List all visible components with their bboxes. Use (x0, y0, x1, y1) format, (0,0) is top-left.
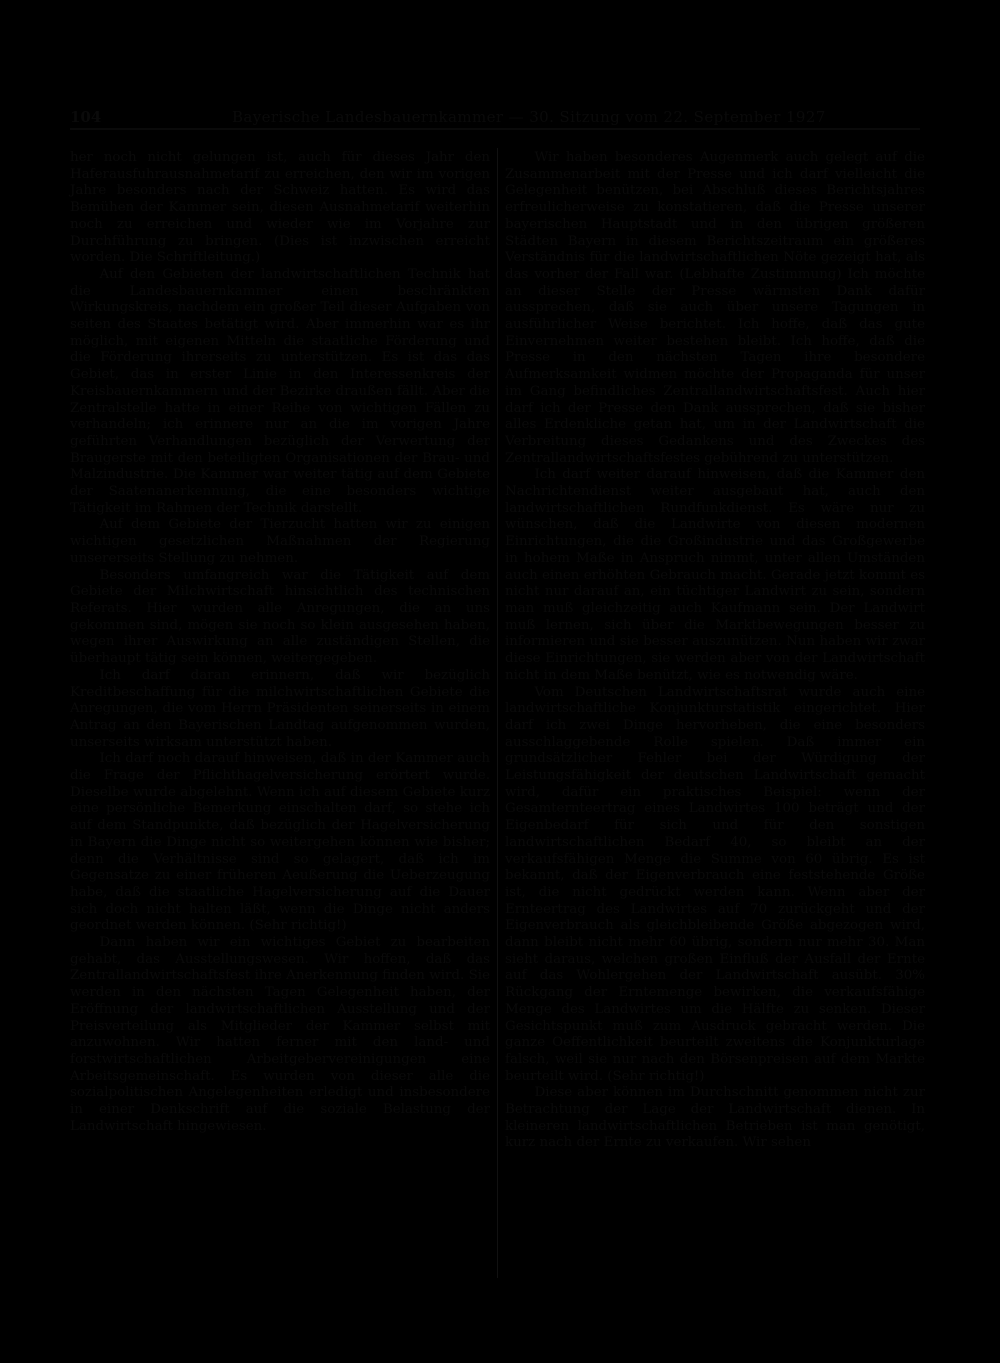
page-number: 104 (70, 108, 102, 126)
paragraph: Diese aber können im Durchschnitt genommen nicht zur Betrachtung der Lage der Landwirtschaft dienen. In kleineren landwirtschaftlichen Betrieben ist man genötigt, kurz nach der Ernte zu verkaufen. Wir sehen (505, 1085, 925, 1151)
paragraph: Dann haben wir ein wichtiges Gebiet zu bearbeiten gehabt, das Ausstellungswesen. Wir hoffen, daß das Zentrallandwirtschaftsfest ihre Anerkennung finden wird. Sie werden in den nächsten Tagen Gelegenheit haben, der Eröffnung der landwirtschaftlichen Ausstellung und der Preisverteilung als Mitglieder der Kammer selbst mit anzuwohnen. Wir hatten ferner mit den land- und forstwirtschaftlichen Arbeitgebervereinigungen eine Arbeitsgemeinschaft. Es wurden von dieser alle die sozialpolitischen Angelegenheiten erledigt und insbesondere in einer Denkschrift auf die soziale Belastung der Landwirtschaft hingewiesen. (70, 935, 490, 1134)
header-rule (70, 128, 920, 130)
paragraph: Wir haben besonderes Augenmerk auch gelegt auf die Zusammenarbeit mit der Presse und ich darf vielleicht die Gelegenheit benützen, bei Abschluß dieses Berichtsjahres erfreulicherweise zu konstatieren, daß die Presse unserer bayerischen Hauptstadt und in den übrigen größeren Städten Bayern in diesem Berichtszeitraum ein größeres Verständnis für die landwirtschaftlichen Nöte gezeigt hat, als das vorher der Fall war. (Lebhafte Zustimmung) Ich möchte an dieser Stelle der Presse wärmsten Dank dafür aussprechen, daß sie auch über unsere Tagungen in ausführlicher Weise berichtet. Ich hoffe, daß das gute Einvernehmen weiter bestehen bleibt. Ich hoffe, daß die Presse in den nächsten Tagen ihre besondere Aufmerksamkeit widmen möchte der Propaganda für unser im Gang befindliches Zentrallandwirtschaftsfest. Auch hier darf ich der Presse den Dank aussprechen, daß sie bisher alles Erdenkliche getan hat, um in der Landwirtschaft die Verbreitung dieses Gedankens und des Zweckes des Zentrallandwirtschaftsfestes gebührend zu unterstützen. (505, 150, 925, 466)
column-divider (497, 148, 498, 1278)
left-column (70, 150, 490, 1135)
page-header (70, 108, 920, 130)
paragraph: Auf den Gebieten der landwirtschaftlichen Technik hat die Landesbauernkammer einen beschränkten Wirkungskreis, nachdem ein großer Teil dieser Aufgaben von seiten des Staates betätigt wird. Aber immerhin war es ihr möglich, mit eigenen Mitteln die staatliche Förderung und die Förderung ihrerseits zu unterstützen. Es ist das das Gebiet, das in erster Linie in den Interessenkreis der Kreisbauernkammern und der Bezirke draußen fällt. Aber die Zentralstelle hatte in einer Reihe von wichtigen Fällen zu verhandeln; ich erinnere nur an die im vorigen Jahre geführten Verhandlungen bezüglich der Verwertung der Braugerste mit den beteiligten Organisationen der Brau- und Malzindustrie. Die Kammer war weiter tätig auf dem Gebiete der Saatenanerkennung, die eine besonders wichtige Tätigkeit im Rahmen der Technik darstellt. (70, 266, 490, 516)
right-column (505, 150, 925, 1152)
paragraph: Auf dem Gebiete der Tierzucht hatten wir zu einigen wichtigen gesetzlichen Maßnahmen der Regierung unsererseits Stellung zu nehmen. (70, 517, 490, 566)
paragraph: Vom Deutschen Landwirtschaftsrat wurde auch eine landwirtschaftliche Konjunkturstatistik eingerichtet. Hier darf ich zwei Dinge hervorheben, die eine besonders ausschlaggebende Rolle spielen. Daß immer ein grundsätzlicher Fehler bei der Würdigung der Leistungsfähigkeit der deutschen Landwirtschaft gemacht wird, dafür ein praktisches Beispiel: wenn der Gesamterntеertrag eines Landwirtes 100 beträgt und der Eigenbedarf für sich und für den sonstigen landwirtschaftlichen Bedarf 40, so bleibt an der verkaufsfähigen Menge die Summe von 60 übrig. Es ist bekannt, daß der Eigenverbrauch eine feststehende Größe ist, die nicht gedrückt werden kann. Wenn aber der Ernteertrag des Landwirtes auf 70 zurückgeht und der Eigenverbrauch als gleichbleibende Größe abgezogen wird, dann bleibt nicht mehr 60 übrig, sondern nur mehr 30. Man sieht daraus, welchen großen Einfluß der Ausfall der Ernte auf das Wohlergehen der Landwirtschaft ausübt. 30% Rückgang der Erntemenge bewirken, die verkaufsfähige Menge des Landwirtes um die Hälfte zu senken. Dieser Gesichtspunkt muß zum Ausdruck gebracht werden. Die ganze Oeffentlichkeit beurteilt zweitens die Konjunkturlage falsch, weil sie nur nach den Börsenpreisen auf dem Markte beurteilt wird. (Sehr richtig!) (505, 684, 925, 1084)
paragraph: Besonders umfangreich war die Tätigkeit auf dem Gebiete der Milchwirtschaft hinsichtlich des technischen Referats. Hier wurden alle Anregungen, die an uns gekommen sind, mögen sie noch so klein ausgesehen haben, wegen ihrer Auswirkung an alle zuständigen Stellen, die überhaupt tätig sein können, weitergegeben. (70, 567, 490, 667)
paragraph: Ich darf noch darauf hinweisen, daß in der Kammer auch die Frage der Pflichthagelversicherung erörtert wurde. Dieselbe wurde abgelehnt. Wenn ich auf diesem Gebiete kurz eine persönliche Bemerkung einschalten darf, so stehe ich auf dem Standpunkte, daß bezüglich der Hagelversicherung in Bayern die Dinge nicht so weitergehen können wie bisher; denn die Verhältnisse sind so gelagert, daß ich im Gegensatze zu einer früheren Aeußerung die Ueberzeugung habe, daß die staatliche Hagelversicherung auf die Dauer sich doch nicht halten läßt, wenn die Dinge nicht anders geordnet werden können. (Sehr richtig!) (70, 751, 490, 934)
paragraph: her noch nicht gelungen ist, auch für dieses Jahr den Haferausfuhrausnahmetarif zu erreichen, den wir im vorigen Jahre besonders nach der Schweiz hatten. Es wird das Bemühen der Kammer sein, diesen Ausnahmetarif weiterhin noch zu erreichen und wieder wie im Vorjahre zur Durchführung zu bringen. (Dies ist inzwischen erreicht worden. Die Schriftleitung.) (70, 150, 490, 266)
running-head: Bayerische Landesbauernkammer — 30. Sitzung vom 22. September 1927 (232, 108, 826, 126)
paragraph: Ich darf weiter darauf hinweisen, daß die Kammer den Nachrichtendienst weiter ausgebaut hat, auch den landwirtschaftlichen Rundfunkdienst. Es wäre nur zu wünschen, daß die Landwirte von diesen modernen Einrichtungen, die die Großindustrie und das Großgewerbe in hohem Maße in Anspruch nimmt, unter allen Umständen auch einen erhöhten Gebrauch macht. Gerade jetzt kommt es nicht nur darauf an, ein tüchtiger Landwirt zu sein, sondern man muß gleichzeitig auch Kaufmann sein. Der Landwirt muß lernen, sich über die Marktbewegungen besser zu informieren und sie besser auszunützen. Nun haben wir zwar diese Einrichtungen, sie werden aber von der Landwirtschaft nicht in dem Maße benützt, wie es notwendig wäre. (505, 467, 925, 683)
paragraph: Ich darf daran erinnern, daß wir bezüglich Kreditbeschaffung für die milchwirtschaftlichen Gebiete die Anregungen, die vom Herrn Präsidenten seinerseits in einem Antrag an den Bayerischen Landtag aufgenommen wurden, unserseits wirksam unterstützt haben. (70, 667, 490, 750)
